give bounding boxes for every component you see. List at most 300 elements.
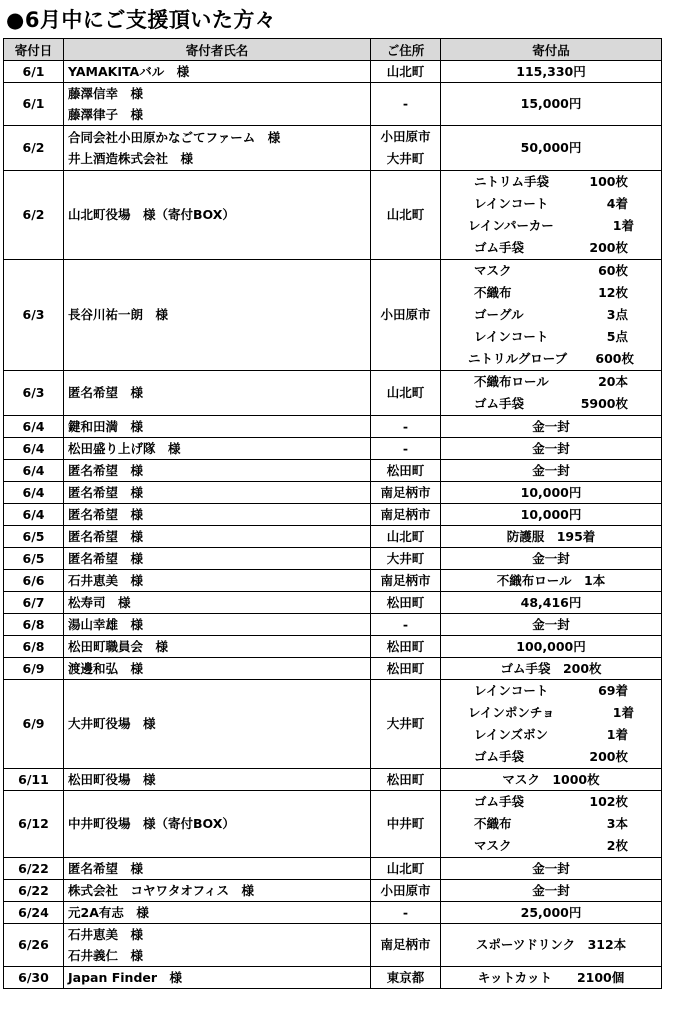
- donor-address-line: 山北町: [386, 385, 425, 400]
- donation-item-name: レインズボン: [474, 727, 549, 742]
- donor-name: [64, 967, 371, 989]
- donor-address-line: 山北町: [386, 207, 425, 222]
- donation-date-text: 6/4: [22, 441, 45, 456]
- table-row: [4, 570, 662, 592]
- donation-date-text: 6/12: [18, 816, 49, 831]
- donation-date: [4, 61, 64, 83]
- donation-item-qty: 60枚: [598, 263, 628, 278]
- donor-address-line: -: [402, 419, 409, 434]
- table-row: [4, 967, 662, 989]
- donation-item-qty: 200枚: [589, 240, 628, 255]
- donation-item-name: ゴム手袋: [474, 396, 525, 411]
- table-row: [4, 924, 662, 967]
- donation-item-qty: 3本: [606, 816, 628, 831]
- donation-date-text: 6/7: [22, 595, 45, 610]
- donation-item-line: [441, 193, 661, 215]
- donor-address: [371, 171, 441, 260]
- donor-name-line: 長谷川祐一朗 様: [68, 307, 169, 322]
- donation-items: [441, 880, 662, 902]
- donation-item-line: [441, 371, 661, 393]
- donation-item-line: [441, 260, 661, 282]
- donor-address: [371, 126, 441, 171]
- donation-item: [474, 393, 628, 415]
- donation-date-text: 6/4: [22, 419, 45, 434]
- donor-address: [371, 880, 441, 902]
- donation-date: [4, 791, 64, 858]
- donor-name-line: 湯山幸雄 様: [68, 617, 144, 632]
- donor-address: [371, 482, 441, 504]
- donation-date: [4, 592, 64, 614]
- table-row: [4, 791, 662, 858]
- donation-date: [4, 126, 64, 171]
- donor-address: [371, 570, 441, 592]
- donor-name: [64, 769, 371, 791]
- donor-name: [64, 902, 371, 924]
- donor-address: [371, 592, 441, 614]
- donation-date: [4, 83, 64, 126]
- donation-item-name: レインコート: [474, 196, 549, 211]
- donor-address-line: -: [402, 96, 409, 111]
- header-date: 寄付日: [4, 39, 64, 61]
- donation-item-line: [441, 702, 661, 724]
- table-row: [4, 769, 662, 791]
- donation-item: [474, 835, 628, 857]
- donation-item-qty: 3点: [606, 307, 628, 322]
- donation-item-line: [441, 237, 661, 259]
- donation-item: [468, 702, 634, 724]
- donation-item-text: 10,000円: [520, 507, 582, 522]
- table-row: [4, 680, 662, 769]
- donation-item-text: 50,000円: [520, 140, 582, 155]
- table-row: [4, 614, 662, 636]
- donor-name-line: 石井恵美 様: [68, 573, 144, 588]
- donation-date: [4, 858, 64, 880]
- donor-name: [64, 658, 371, 680]
- donation-items: [441, 858, 662, 880]
- donation-item-name: レインポンチョ: [468, 705, 555, 720]
- donation-item-text: 金一封: [532, 551, 570, 566]
- table-row: [4, 504, 662, 526]
- donation-item-text: 金一封: [532, 883, 570, 898]
- table-row: [4, 371, 662, 416]
- donation-item: [474, 260, 628, 282]
- donation-item-name: レインコート: [474, 683, 549, 698]
- donor-address-line: 南足柄市: [380, 485, 431, 500]
- donor-name: [64, 880, 371, 902]
- donation-date: [4, 416, 64, 438]
- donation-items: [441, 614, 662, 636]
- donor-name: [64, 482, 371, 504]
- donation-item-text: ゴム手袋 200枚: [500, 661, 602, 676]
- donor-name: [64, 614, 371, 636]
- donor-address: [371, 61, 441, 83]
- donation-items: [441, 83, 662, 126]
- donation-item-name: ゴム手袋: [474, 794, 525, 809]
- donation-items: [441, 967, 662, 989]
- donor-name-line: 渡邊和弘 様: [68, 661, 144, 676]
- donor-name-line: YAMAKITAバル 様: [68, 64, 190, 79]
- table-row: [4, 460, 662, 482]
- table-row: [4, 416, 662, 438]
- donor-address: [371, 924, 441, 967]
- donation-items: [441, 526, 662, 548]
- donor-name-line: 匿名希望 様: [68, 385, 144, 400]
- donor-name: [64, 438, 371, 460]
- donor-address: [371, 967, 441, 989]
- donor-address: [371, 504, 441, 526]
- donor-address: [371, 260, 441, 371]
- donor-name: [64, 171, 371, 260]
- table-row: [4, 171, 662, 260]
- donation-date-text: 6/8: [22, 617, 45, 632]
- donation-item-qty: 4着: [606, 196, 628, 211]
- donation-items: [441, 460, 662, 482]
- donation-item-text: 金一封: [532, 463, 570, 478]
- donation-item: [474, 371, 628, 393]
- donation-items: [441, 61, 662, 83]
- donation-item-qty: 12枚: [598, 285, 628, 300]
- donation-items: [441, 592, 662, 614]
- table-row: [4, 526, 662, 548]
- donation-item: [468, 348, 634, 370]
- donor-name: [64, 416, 371, 438]
- donation-item-line: [441, 791, 661, 813]
- donation-item-text: キットカット 2100個: [477, 970, 625, 985]
- donation-date-text: 6/4: [22, 463, 45, 478]
- donor-name-line: 匿名希望 様: [68, 507, 144, 522]
- donor-name-line: 松寿司 様: [68, 595, 131, 610]
- donation-item-line: [441, 215, 661, 237]
- donation-date-text: 6/8: [22, 639, 45, 654]
- donor-name: [64, 83, 371, 126]
- donation-item-name: ゴム手袋: [474, 240, 525, 255]
- donation-date: [4, 570, 64, 592]
- header-row: [4, 39, 662, 61]
- donor-name: [64, 570, 371, 592]
- header-donor: 寄付者氏名: [64, 39, 371, 61]
- donation-date: [4, 438, 64, 460]
- donation-item: [468, 215, 634, 237]
- donation-item-line: [441, 326, 661, 348]
- donation-date-text: 6/22: [18, 883, 49, 898]
- donation-item: [474, 791, 628, 813]
- donation-item-name: ゴム手袋: [474, 749, 525, 764]
- donation-item-qty: 69着: [598, 683, 628, 698]
- donor-address-line: 南足柄市: [380, 507, 431, 522]
- donation-date: [4, 614, 64, 636]
- donor-address-line: 小田原市: [380, 129, 431, 144]
- donor-address: [371, 526, 441, 548]
- donor-name-line: 匿名希望 様: [68, 551, 144, 566]
- donation-item-line: [441, 348, 661, 370]
- donor-address-line: 松田町: [386, 639, 425, 654]
- donation-item-qty: 1着: [612, 218, 634, 233]
- header-address: ご住所: [371, 39, 441, 61]
- table-row: [4, 902, 662, 924]
- donation-items: [441, 769, 662, 791]
- donation-date: [4, 880, 64, 902]
- donation-table: [3, 38, 662, 989]
- donor-name: [64, 680, 371, 769]
- donation-date: [4, 526, 64, 548]
- donation-date-text: 6/2: [22, 140, 45, 155]
- donation-item-line: [441, 680, 661, 702]
- donation-date-text: 6/26: [18, 937, 49, 952]
- donation-date: [4, 482, 64, 504]
- donation-date-text: 6/5: [22, 529, 45, 544]
- donor-name-line: 株式会社 コヤワタオフィス 様: [68, 883, 255, 898]
- donor-address-line: 松田町: [386, 772, 425, 787]
- donation-items: [441, 548, 662, 570]
- donation-date: [4, 371, 64, 416]
- donation-item: [474, 746, 628, 768]
- page-title: ●6月中にご支援頂いた方々: [6, 8, 277, 32]
- donation-item-name: レインコート: [474, 329, 549, 344]
- donation-item: [474, 304, 628, 326]
- donation-item-text: 48,416円: [520, 595, 582, 610]
- donation-date-text: 6/2: [22, 207, 45, 222]
- donation-item-text: 25,000円: [520, 905, 582, 920]
- donor-address-line: 松田町: [386, 661, 425, 676]
- donor-address: [371, 658, 441, 680]
- donation-date: [4, 460, 64, 482]
- donor-name: [64, 460, 371, 482]
- table-row: [4, 658, 662, 680]
- donor-name-line: 藤澤信幸 様: [68, 86, 144, 101]
- donor-name: [64, 504, 371, 526]
- donation-item-name: ニトリム手袋: [474, 174, 550, 189]
- donation-item-line: [441, 813, 661, 835]
- donation-item: [474, 326, 628, 348]
- donation-item-qty: 200枚: [589, 749, 628, 764]
- donation-item-line: [441, 393, 661, 415]
- donor-address: [371, 416, 441, 438]
- donor-address-line: 大井町: [386, 716, 425, 731]
- donation-date-text: 6/24: [18, 905, 49, 920]
- donor-name-line: 井上酒造株式会社 様: [68, 151, 194, 166]
- donation-item-name: 不織布: [474, 285, 512, 300]
- donation-items: [441, 371, 662, 416]
- donation-date-text: 6/1: [22, 64, 45, 79]
- donation-item: [474, 680, 628, 702]
- donation-items: [441, 658, 662, 680]
- donor-address: [371, 460, 441, 482]
- donation-item: [474, 237, 628, 259]
- donor-name-line: 大井町役場 様: [68, 716, 156, 731]
- donor-name: [64, 592, 371, 614]
- donor-name-line: 匿名希望 様: [68, 861, 144, 876]
- donor-name-line: 合同会社小田原かなごてファーム 様: [68, 130, 281, 145]
- donation-item-text: 金一封: [532, 617, 570, 632]
- donation-item-qty: 2枚: [606, 838, 628, 853]
- donor-address: [371, 636, 441, 658]
- donation-item-name: 不織布ロール: [474, 374, 549, 389]
- donation-items: [441, 482, 662, 504]
- donation-item-line: [441, 746, 661, 768]
- donor-address: [371, 902, 441, 924]
- donor-name-line: 松田町職員会 様: [68, 639, 169, 654]
- donor-address-line: 小田原市: [380, 307, 431, 322]
- donor-address: [371, 438, 441, 460]
- donation-items: [441, 680, 662, 769]
- donor-name: [64, 858, 371, 880]
- donor-address-line: 南足柄市: [380, 937, 431, 952]
- donation-item-name: マスク: [474, 838, 512, 853]
- table-row: [4, 126, 662, 171]
- donation-items: [441, 924, 662, 967]
- donor-name: [64, 924, 371, 967]
- donor-address-line: 小田原市: [380, 883, 431, 898]
- donation-item: [474, 724, 628, 746]
- donor-name: [64, 371, 371, 416]
- donation-items: [441, 570, 662, 592]
- donation-date: [4, 260, 64, 371]
- donation-item-qty: 1着: [612, 705, 634, 720]
- donation-item-qty: 5900枚: [580, 396, 628, 411]
- donation-items: [441, 504, 662, 526]
- donation-item-text: マスク 1000枚: [502, 772, 600, 787]
- donation-items: [441, 636, 662, 658]
- table-row: [4, 61, 662, 83]
- donation-items: [441, 171, 662, 260]
- table-row: [4, 592, 662, 614]
- donation-items: [441, 438, 662, 460]
- donation-date-text: 6/11: [18, 772, 49, 787]
- donation-item-qty: 100枚: [589, 174, 628, 189]
- donor-name: [64, 791, 371, 858]
- donor-name-line: 元2A有志 様: [68, 905, 149, 920]
- table-row: [4, 83, 662, 126]
- donor-address-line: -: [402, 441, 409, 456]
- donor-name: [64, 526, 371, 548]
- donation-date: [4, 680, 64, 769]
- donation-date-text: 6/22: [18, 861, 49, 876]
- donor-address-line: 中井町: [386, 816, 425, 831]
- donor-name-line: 松田町役場 様: [68, 772, 156, 787]
- donation-item-text: 金一封: [532, 419, 570, 434]
- donor-name-line: 匿名希望 様: [68, 485, 144, 500]
- donation-item-name: 不織布: [474, 816, 512, 831]
- donation-items: [441, 791, 662, 858]
- donor-name-line: 藤澤律子 様: [68, 107, 144, 122]
- donation-date-text: 6/5: [22, 551, 45, 566]
- donation-item-text: スポーツドリンク 312本: [475, 937, 627, 952]
- donation-item-name: レインパーカー: [468, 218, 554, 233]
- donation-item-qty: 1着: [606, 727, 628, 742]
- table-row: [4, 858, 662, 880]
- donation-date: [4, 769, 64, 791]
- donor-name-line: 中井町役場 様（寄付BOX）: [68, 816, 235, 831]
- donation-item: [474, 282, 628, 304]
- donor-name-line: 鍵和田満 様: [68, 419, 144, 434]
- donor-name-line: 匿名希望 様: [68, 529, 144, 544]
- donor-address-line: 山北町: [386, 64, 425, 79]
- donation-item-line: [441, 171, 661, 193]
- donor-address-line: -: [402, 905, 409, 920]
- donation-date-text: 6/30: [18, 970, 49, 985]
- donor-name-line: 匿名希望 様: [68, 463, 144, 478]
- donor-address-line: 東京都: [386, 970, 425, 985]
- donor-address-line: -: [402, 617, 409, 632]
- donor-address-line: 山北町: [386, 529, 425, 544]
- donor-address: [371, 548, 441, 570]
- donor-address-line: 大井町: [386, 551, 425, 566]
- donation-item-line: [441, 835, 661, 857]
- donation-item-qty: 5点: [606, 329, 628, 344]
- donation-item-line: [441, 304, 661, 326]
- donor-address-line: 松田町: [386, 463, 425, 478]
- donation-item-name: ニトリルグローブ: [468, 351, 568, 366]
- donor-address: [371, 791, 441, 858]
- table-row: [4, 880, 662, 902]
- donation-item-qty: 102枚: [589, 794, 628, 809]
- donation-date: [4, 924, 64, 967]
- donation-date: [4, 504, 64, 526]
- donation-date: [4, 967, 64, 989]
- donor-address: [371, 769, 441, 791]
- donation-item-text: 100,000円: [516, 639, 586, 654]
- donation-item-text: 15,000円: [520, 96, 582, 111]
- donation-date-text: 6/4: [22, 485, 45, 500]
- donation-item-line: [441, 282, 661, 304]
- donor-name: [64, 61, 371, 83]
- donation-item: [474, 813, 628, 835]
- donation-item-text: 防護服 195着: [506, 529, 596, 544]
- donor-address: [371, 83, 441, 126]
- table-row: [4, 482, 662, 504]
- donor-address-line: 大井町: [386, 151, 425, 166]
- donor-name-line: Japan Finder 様: [68, 970, 183, 985]
- donor-name: [64, 126, 371, 171]
- donation-date: [4, 902, 64, 924]
- donation-item-qty: 20本: [598, 374, 628, 389]
- donation-date: [4, 171, 64, 260]
- donation-item-name: マスク: [474, 263, 512, 278]
- table-row: [4, 548, 662, 570]
- donation-date: [4, 658, 64, 680]
- donation-item-text: 115,330円: [516, 64, 586, 79]
- donation-item-line: [441, 724, 661, 746]
- donor-address: [371, 614, 441, 636]
- donor-name: [64, 548, 371, 570]
- donation-date-text: 6/3: [22, 385, 45, 400]
- header-items: 寄付品: [441, 39, 662, 61]
- donation-items: [441, 416, 662, 438]
- donor-name-line: 松田盛り上げ隊 様: [68, 441, 181, 456]
- donor-name-line: 山北町役場 様（寄付BOX）: [68, 207, 235, 222]
- donor-address-line: 松田町: [386, 595, 425, 610]
- donation-date-text: 6/1: [22, 96, 45, 111]
- donation-items: [441, 260, 662, 371]
- donation-items: [441, 902, 662, 924]
- donation-item: [474, 193, 628, 215]
- donor-address-line: 山北町: [386, 861, 425, 876]
- donation-item-text: 金一封: [532, 441, 570, 456]
- donor-name: [64, 636, 371, 658]
- donor-address: [371, 680, 441, 769]
- donor-address-line: 南足柄市: [380, 573, 431, 588]
- table-row: [4, 636, 662, 658]
- table-row: [4, 438, 662, 460]
- donor-name: [64, 260, 371, 371]
- donation-date-text: 6/9: [22, 661, 45, 676]
- donor-address: [371, 858, 441, 880]
- donation-item: [474, 171, 628, 193]
- donation-item-text: 金一封: [532, 861, 570, 876]
- donation-date-text: 6/3: [22, 307, 45, 322]
- donation-item-qty: 600枚: [595, 351, 634, 366]
- donation-date: [4, 636, 64, 658]
